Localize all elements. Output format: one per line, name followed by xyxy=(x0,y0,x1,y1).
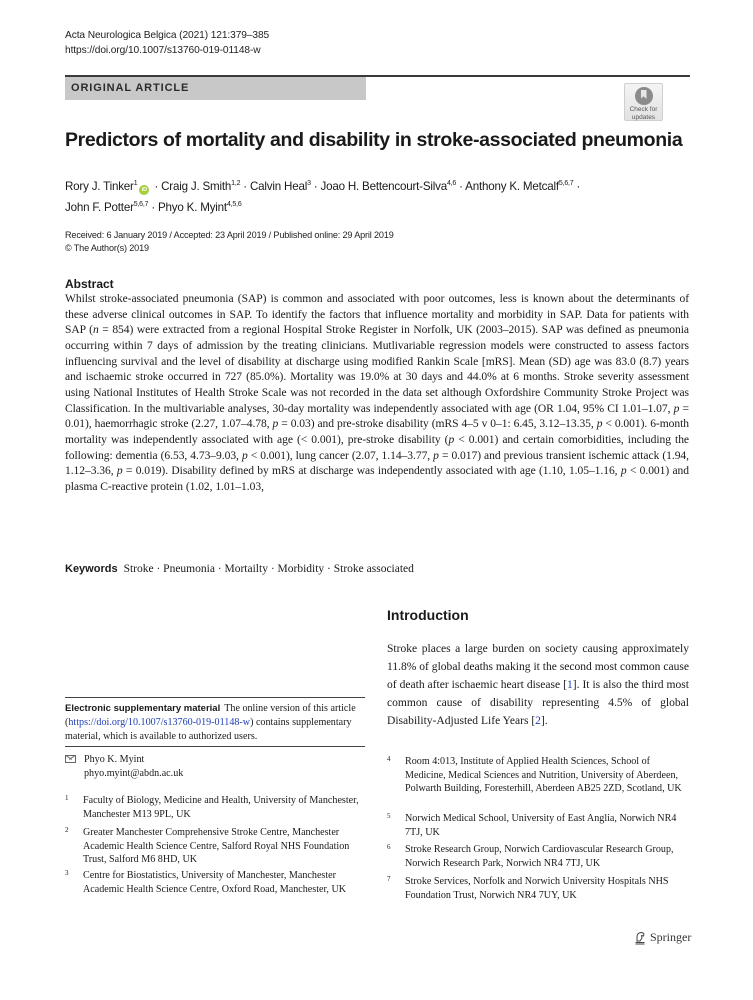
affiliation-2: 2 Greater Manchester Comprehensive Stroke Centre, Manchester Academic Health Science Centre, Salford Royal NHS Foundation Trust, Salford M6 8HD, UK xyxy=(65,826,350,866)
introduction-text: Stroke places a large burden on society causing approximately 11.8% of global deaths making it the second most common cause of death after ischaemic heart disease [1]. It is also the third most common cause of disability representing 4.5% of global Disability-Adjusted Life Years [2]. xyxy=(387,643,689,728)
supplementary-material-note: Electronic supplementary material The online version of this article (https://doi.org/10.1007/s13760-019-01148-w) contains supplementary material, which is available to authorized users. xyxy=(65,703,356,743)
abstract-heading: Abstract xyxy=(65,277,114,291)
article-type-label: ORIGINAL ARTICLE xyxy=(65,77,366,100)
supplementary-label: Electronic supplementary material xyxy=(65,703,221,714)
author-name[interactable]: Rory J. Tinker xyxy=(65,180,134,193)
author-affiliation-sup: 4,5,6 xyxy=(226,201,242,208)
affiliation-7: 7 Stroke Services, Norfolk and Norwich University Hospitals NHS Foundation Trust, Norwich NR4 7UY, UK xyxy=(387,875,669,901)
journal-meta xyxy=(65,28,269,58)
affiliation-4: 4 Room 4:013, Institute of Applied Health Sciences, School of Medicine, Medical Sciences and Nutrition, University of Aberdeen, Polwarth Building, Foresterhill, Aberdeen AB25 2ZD, Scotland, UK xyxy=(387,755,682,795)
doi-link[interactable]: https://doi.org/10.1007/s13760-019-01148-w xyxy=(65,45,261,56)
supplementary-doi-link[interactable]: https://doi.org/10.1007/s13760-019-01148-w xyxy=(68,717,251,729)
author-separator: · xyxy=(573,180,581,193)
author-affiliation-sup: 4,6 xyxy=(446,180,457,187)
author-separator: · xyxy=(456,180,466,193)
author-affiliation-sup: 3 xyxy=(307,180,311,187)
envelope-icon xyxy=(65,755,76,763)
springer-knight-icon xyxy=(634,931,646,945)
journal-citation: Acta Neurologica Belgica (2021) 121:379–385 xyxy=(65,30,270,41)
check-for-updates-icon xyxy=(635,87,653,105)
author-name[interactable]: Phyo K. Myint xyxy=(158,201,227,214)
author-affiliation-sup: 5,6,7 xyxy=(558,180,574,187)
check-for-updates-line1: Check for xyxy=(629,106,658,113)
corresponding-author xyxy=(65,753,183,780)
copyright: © The Author(s) 2019 xyxy=(65,242,149,253)
abstract-text: Whilst stroke-associated pneumonia (SAP) is common and associated with poor outcomes, less is known about the determinants of these adverse clinical outcomes in SAP. To identify the factors that influence mortality and morbidity in SAP. Data for patients with SAP (n = 854) were extracted from a regional Hospital Stroke Register in Norfolk, UK (2003–2015). SAP was defined as pneumonia occurring within 7 days of admission by the treating clinicians. Mutlivariable regression models were constructed to assess factors influencing survival and the level of disability at discharge using modified Rankin Scale [mRS]. Mean (SD) age was 83.0 (8.7) years and ischaemic stroke occurred in 727 (85.0%). Mortality was 19.0% at 30 days and 44.0% at 6 months. Stroke severity assessment using National Institutes of Health Stroke Scale was not recorded in the data set although Oxfordshire Community Stroke Project was Classification. In the multivariable analyses, 30-day mortality was independently associated with age (OR 1.04, 95% CI 1.01–1.07, p = 0.01), haemorrhagic stroke (2.27, 1.07–4.78, p = 0.03) and pre-stroke disability (mRS 4–5 v 0–1: 6.45, 3.12–13.35, p < 0.001). 6-month mortality was independently associated with age (< 0.001), pre-stroke disability (p < 0.001) and certain comorbidities, including the following: dementia (6.53, 4.73–9.03, p < 0.001), lung cancer (2.07, 1.14–3.77, p = 0.017) and previous transient ischemic attack (1.94, 1.12–3.36, p = 0.019). Disability defined by mRS at discharge was independently associated with age (1.10, 1.05–1.16, p < 0.001) and plasma C-reactive protein (1.02, 1.01–1.03, xyxy=(65,293,689,493)
author-name[interactable]: Craig J. Smith xyxy=(161,180,232,193)
author-name[interactable]: Calvin Heal xyxy=(249,180,308,193)
author-affiliation-sup: 1,2 xyxy=(231,180,241,187)
publication-dates xyxy=(65,229,394,254)
footnote-rule-top xyxy=(65,697,365,698)
received-accepted-published: Received: 6 January 2019 / Accepted: 23 April 2019 / Published online: 29 April 2019 xyxy=(65,230,394,240)
reference-link-1[interactable]: 1 xyxy=(566,679,573,692)
author-separator: · xyxy=(310,180,321,193)
introduction-heading: Introduction xyxy=(387,607,469,623)
author-name[interactable]: Joao H. Bettencourt-Silva xyxy=(320,180,447,193)
publisher-logo xyxy=(634,930,691,945)
keywords-label: Keywords xyxy=(65,563,118,575)
check-for-updates-button[interactable] xyxy=(624,83,663,121)
author-separator: · xyxy=(148,201,159,214)
author-name[interactable]: Anthony K. Metcalf xyxy=(465,180,559,193)
orcid-icon[interactable]: iD xyxy=(139,185,149,195)
keywords xyxy=(65,563,414,575)
footnote-rule-bottom xyxy=(65,746,365,747)
author-affiliation-sup: 5,6,7 xyxy=(133,201,149,208)
author-list xyxy=(65,175,695,217)
paper-title: Predictors of mortality and disability in stroke-associated pneumonia xyxy=(65,129,683,151)
corresponding-author-name: Phyo K. Myint xyxy=(84,754,145,765)
corresponding-author-email[interactable]: phyo.myint@abdn.ac.uk xyxy=(84,767,184,779)
author-separator: · xyxy=(240,180,250,193)
author-name[interactable]: John F. Potter xyxy=(65,201,134,214)
affiliation-1: 1 Faculty of Biology, Medicine and Health, University of Manchester, Manchester M13 9PL, UK xyxy=(65,794,359,820)
affiliation-3: 3 Centre for Biostatistics, University of Manchester, Manchester Academic Health Science Centre, Oxford Road, Manchester, UK xyxy=(65,869,347,895)
author-separator: · xyxy=(151,180,162,193)
author-affiliation-sup: 1 xyxy=(133,180,138,187)
affiliation-6: 6 Stroke Research Group, Norwich Cardiovascular Research Group, Norwich Research Park, Norwich NR4 7TJ, UK xyxy=(387,843,674,869)
keywords-list: Stroke · Pneumonia · Mortailty · Morbidity · Stroke associated xyxy=(123,563,414,575)
publisher-name: Springer xyxy=(650,930,692,944)
affiliation-5: 5 Norwich Medical School, University of East Anglia, Norwich NR4 7TJ, UK xyxy=(387,812,677,838)
reference-link-2[interactable]: 2 xyxy=(535,715,541,728)
check-for-updates-line2: updates xyxy=(631,114,656,121)
